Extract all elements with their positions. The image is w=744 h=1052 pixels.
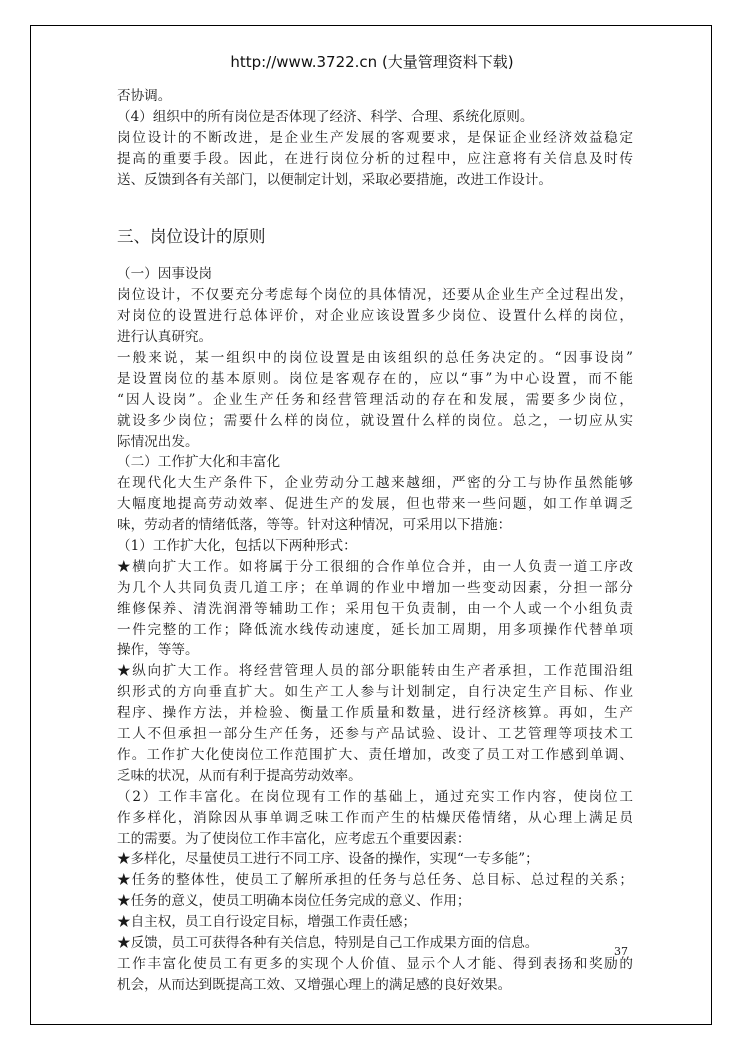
text-line: 是设置岗位的基本原则。岗位是客观存在的，应以“事”为中心设置，而不能 (117, 370, 633, 387)
text-line: 操作，等等。 (117, 642, 199, 659)
bullet-line: ★自主权，员工自行设定目标，增强工作责任感； (117, 914, 417, 931)
text-line: 岗位设计，不仅要充分考虑每个岗位的具体情况，还要从企业生产全过程出发， (117, 287, 633, 304)
principles-block (117, 264, 633, 995)
bullet-line: ★任务的整体性，使员工了解所承担的任务与总任务、总目标、总过程的关系； (117, 872, 633, 889)
text-line: 味，劳动者的情绪低落，等等。针对这种情况，可采用以下措施： (117, 517, 512, 534)
text-line: 在现代化大生产条件下，企业劳动分工越来越细，严密的分工与协作虽然能够 (117, 475, 633, 492)
text-line: 为几个人共同负责几道工序；在单调的作业中增加一些变动因素，分担一部分 (117, 579, 633, 596)
text-line: 作多样化，消除因从事单调乏味工作而产生的枯燥厌倦情绪，从心理上满足员 (117, 809, 633, 826)
text-line: 作。工作扩大化使岗位工作范围扩大、责任增加，改变了员工对工作感到单调、 (117, 746, 633, 763)
text-line: 工人不但承担一部分生产任务，还参与产品试验、设计、工艺管理等项技术工 (117, 726, 633, 743)
text-line: “因人设岗”。企业生产任务和经营管理活动的存在和发展，需要多少岗位， (117, 391, 633, 408)
document-body (117, 86, 633, 996)
text-line: 工作丰富化使员工有更多的实现个人价值、显示个人才能、得到表扬和奖励的 (117, 955, 633, 972)
text-line: 程序、操作方法，并检验、衡量工作质量和数量，进行经济核算。再如，生产 (117, 705, 633, 722)
list-heading: （2）工作丰富化。在岗位现有工作的基础上，通过充实工作内容，使岗位工 (117, 788, 633, 805)
text-line: 就设多少岗位；需要什么样的岗位，就设置什么样的岗位。总之，一切应从实 (117, 412, 633, 429)
bullet-line: ★多样化，尽量使员工进行不同工序、设备的操作，实现“一专多能”； (117, 851, 539, 868)
bullet-line: ★反馈，员工可获得各种有关信息，特别是自己工作成果方面的信息。 (117, 934, 539, 951)
subsection-title: （一）因事设岗 (117, 266, 213, 283)
text-line: （4）组织中的所有岗位是否体现了经济、科学、合理、系统化原则。 (117, 108, 534, 125)
text-line: 岗位设计的不断改进，是企业生产发展的客观要求，是保证企业经济效益稳定 (117, 129, 633, 146)
bullet-line: ★任务的意义，使员工明确本岗位任务完成的意义、作用； (117, 893, 471, 910)
page-number: 37 (614, 945, 628, 958)
section-heading: 三、岗位设计的原则 (117, 227, 266, 247)
subsection-title: （二）工作扩大化和丰富化 (117, 454, 281, 471)
bullet-line: ★横向扩大工作。如将属于分工很细的合作单位合并，由一人负责一道工序改 (117, 558, 633, 575)
text-line: 机会，从而达到既提高工效、又增强心理上的满足感的良好效果。 (117, 976, 512, 993)
text-line: 否协调。 (117, 88, 172, 104)
text-line: 送、反馈到各有关部门，以便制定计划，采取必要措施，改进工作设计。 (117, 171, 552, 188)
text-line: 织形式的方向垂直扩大。如生产工人参与计划制定，自行决定生产目标、作业 (117, 684, 633, 701)
text-line: 际情况出发。 (117, 433, 199, 450)
text-line: 大幅度地提高劳动效率、促进生产的发展，但也带来一些问题，如工作单调乏 (117, 496, 633, 513)
text-line: 对岗位的设置进行总体评价，对企业应该设置多少岗位、设置什么样的岗位， (117, 308, 633, 325)
bullet-line: ★纵向扩大工作。将经营管理人员的部分职能转由生产者承担，工作范围沿组 (117, 663, 633, 680)
text-line: 维修保养、清洗润滑等辅助工作；采用包干负责制，由一个人或一个小组负责 (117, 600, 633, 617)
text-line: 进行认真研究。 (117, 329, 213, 346)
text-line: 提高的重要手段。因此，在进行岗位分析的过程中，应注意将有关信息及时传 (117, 150, 633, 167)
list-heading: （1）工作扩大化，包括以下两种形式： (117, 538, 357, 555)
text-line: 工的需要。为了使岗位工作丰富化，应考虑五个重要因素： (117, 830, 471, 847)
text-line: 乏味的状况，从而有利于提高劳动效率。 (117, 767, 362, 784)
text-line: 一件完整的工作；降低流水线传动速度，延长加工周期，用多项操作代替单项 (117, 621, 633, 638)
text-line: 一般来说，某一组织中的岗位设置是由该组织的总任务决定的。“因事设岗” (117, 350, 633, 367)
intro-block (117, 86, 633, 190)
header-url: http://www.3722.cn (大量管理资料下载) (230, 53, 514, 71)
